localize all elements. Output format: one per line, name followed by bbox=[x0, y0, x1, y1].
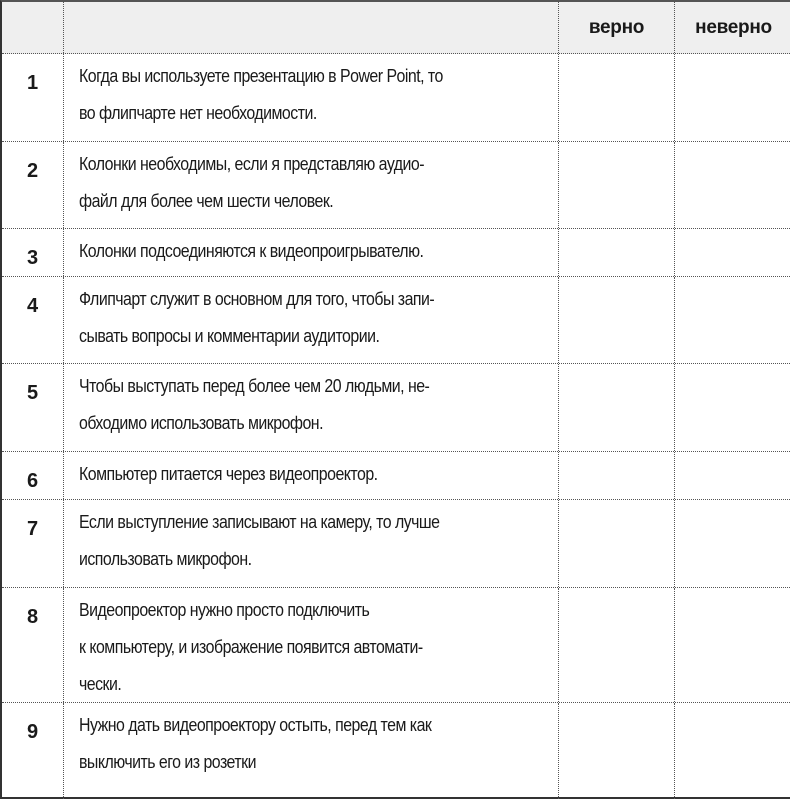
statement-text bbox=[64, 703, 559, 799]
false-answer-cell[interactable] bbox=[675, 229, 790, 276]
table-row bbox=[2, 277, 790, 364]
statement-line: во флипчарте нет необходимости. bbox=[79, 102, 317, 123]
false-answer-cell[interactable] bbox=[675, 277, 790, 363]
header-true-label: верно bbox=[559, 2, 675, 53]
table-row bbox=[2, 452, 790, 500]
statement-line: Когда вы используете презентацию в Power Point, то bbox=[79, 65, 443, 86]
table-row bbox=[2, 364, 790, 452]
true-answer-cell[interactable] bbox=[559, 588, 675, 702]
row-number: 4 bbox=[2, 277, 64, 363]
false-answer-cell[interactable] bbox=[675, 452, 790, 499]
statement-text bbox=[64, 588, 559, 702]
statement-text bbox=[64, 142, 559, 228]
statement-line: чески. bbox=[79, 673, 122, 694]
statement-line: Компьютер питается через видеопроектор. bbox=[79, 463, 378, 484]
statement-text bbox=[64, 500, 559, 587]
header-false-label: неверно bbox=[695, 16, 772, 38]
statement-text bbox=[64, 54, 559, 141]
row-number: 1 bbox=[2, 54, 64, 141]
header-statement-cell bbox=[64, 2, 559, 53]
table-row bbox=[2, 703, 790, 799]
table-row bbox=[2, 500, 790, 588]
statement-line: сывать вопросы и комментарии аудитории. bbox=[79, 325, 380, 346]
row-number: 5 bbox=[2, 364, 64, 451]
statement-line: Нужно дать видеопроектору остыть, перед тем как bbox=[79, 714, 432, 735]
table-row bbox=[2, 229, 790, 277]
true-answer-cell[interactable] bbox=[559, 142, 675, 228]
true-answer-cell[interactable] bbox=[559, 277, 675, 363]
statement-line: к компьютеру, и изображение появится автомати- bbox=[79, 636, 423, 657]
false-answer-cell[interactable] bbox=[675, 142, 790, 228]
statement-line: Колонки подсоединяются к видеопроигрывателю. bbox=[79, 240, 424, 261]
false-answer-cell[interactable] bbox=[675, 588, 790, 702]
true-answer-cell[interactable] bbox=[559, 54, 675, 141]
statement-line: использовать микрофон. bbox=[79, 548, 252, 569]
table-row bbox=[2, 588, 790, 703]
statement-text bbox=[64, 452, 559, 499]
statement-line: Чтобы выступать перед более чем 20 людьми, не- bbox=[79, 375, 430, 396]
statement-line: Колонки необходимы, если я представляю аудио- bbox=[79, 153, 424, 174]
header-number-cell bbox=[2, 2, 64, 53]
statement-line: обходимо использовать микрофон. bbox=[79, 412, 323, 433]
statement-text bbox=[64, 364, 559, 451]
false-answer-cell[interactable] bbox=[675, 703, 790, 799]
true-answer-cell[interactable] bbox=[559, 452, 675, 499]
table-row bbox=[2, 54, 790, 142]
row-number: 7 bbox=[2, 500, 64, 587]
false-answer-cell[interactable] bbox=[675, 364, 790, 451]
true-answer-cell[interactable] bbox=[559, 703, 675, 799]
row-number: 6 bbox=[2, 452, 64, 499]
statement-line: выключить его из розетки bbox=[79, 751, 256, 772]
true-answer-cell[interactable] bbox=[559, 500, 675, 587]
true-answer-cell[interactable] bbox=[559, 364, 675, 451]
row-number: 9 bbox=[2, 703, 64, 799]
statement-line: Видеопроектор нужно просто подключить bbox=[79, 599, 370, 620]
statement-line: Флипчарт служит в основном для того, чтобы запи- bbox=[79, 288, 435, 309]
row-number: 2 bbox=[2, 142, 64, 228]
true-answer-cell[interactable] bbox=[559, 229, 675, 276]
row-number: 8 bbox=[2, 588, 64, 702]
false-answer-cell[interactable] bbox=[675, 500, 790, 587]
statement-line: Если выступление записывают на камеру, то лучше bbox=[79, 511, 440, 532]
statement-line: файл для более чем шести человек. bbox=[79, 190, 334, 211]
table-header-row bbox=[2, 2, 790, 54]
statement-text bbox=[64, 229, 559, 276]
false-answer-cell[interactable] bbox=[675, 54, 790, 141]
statement-text bbox=[64, 277, 559, 363]
table-row bbox=[2, 142, 790, 229]
row-number: 3 bbox=[2, 229, 64, 276]
